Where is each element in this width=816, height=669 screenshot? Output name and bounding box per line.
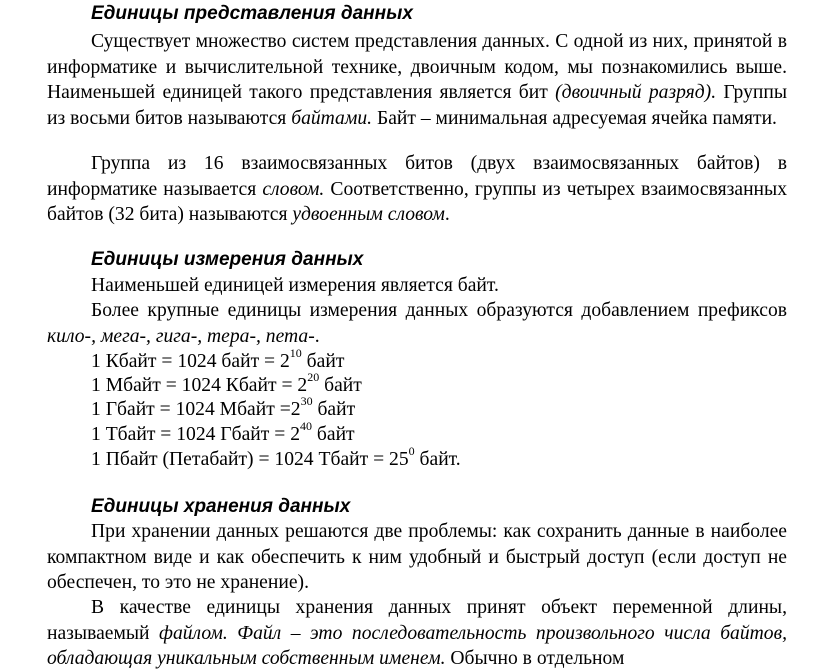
emphasis-prefix-list: кило-, мега-, гига-, тера-, пета- xyxy=(47,325,315,347)
unit-line-gigabyte xyxy=(91,394,356,422)
paragraph-file-definition xyxy=(47,595,787,669)
paragraph-word-definition xyxy=(47,151,787,228)
section-heading-storage-units: Единицы хранения данных xyxy=(91,496,351,517)
unit-suffix: байт xyxy=(312,424,355,445)
unit-equation: 1 Гбайт = 1024 Мбайт =2 xyxy=(91,399,301,420)
section-heading-data-representation: Единицы представления данных xyxy=(91,3,413,24)
unit-line-megabyte xyxy=(91,370,362,398)
unit-equation: 1 Мбайт = 1024 Кбайт = 2 xyxy=(91,375,308,396)
unit-line-terabyte xyxy=(91,419,355,447)
paragraph-text: . xyxy=(444,204,450,225)
paragraph-text: Существует множество систем представления данных. С одной из них, принятой в информатике и вычислительной технике, двоичным кодом, мы познакомились выше. Наименьшей единицей такого представления является бит xyxy=(47,31,787,103)
section-heading-measurement-units: Единицы измерения данных xyxy=(91,249,364,270)
paragraph-text: Группы из восьми битов называются xyxy=(47,82,787,129)
paragraph-prefixes xyxy=(47,298,787,349)
emphasis-bytes: байтами. xyxy=(291,107,373,129)
emphasis-binary-digit: (двоичный разряд). xyxy=(555,82,717,103)
unit-exponent: 20 xyxy=(307,370,320,385)
unit-exponent: 40 xyxy=(300,419,312,434)
paragraph-text: В качестве единицы хранения данных принят объект переменной длины, называемый xyxy=(47,597,787,644)
unit-line-petabyte xyxy=(91,444,461,472)
paragraph-representation-systems xyxy=(47,29,787,131)
unit-equation: 1 Тбайт = 1024 Гбайт = 2 xyxy=(91,424,300,445)
unit-equation: 1 Пбайт (Петабайт) = 1024 Тбайт = 25 xyxy=(91,449,409,470)
paragraph-text: Соответственно, группы из четырех взаимосвязанных байтов (32 бита) называются xyxy=(47,178,787,225)
paragraph-text: Обычно в отдельном xyxy=(445,648,625,669)
emphasis-word: словом. xyxy=(262,178,325,200)
unit-equation: 1 Кбайт = 1024 байт = 2 xyxy=(91,351,290,372)
emphasis-double-word: удвоенным словом xyxy=(292,204,445,225)
paragraph-storage-problems: При хранении данных решаются две проблемы: как сохранить данные в наиболее компактном виде и как обеспечить к ним удобный и быстрый доступ (если доступ не обеспечен, то это не хранение). xyxy=(47,521,787,593)
unit-exponent: 0 xyxy=(408,444,415,459)
unit-suffix: байт. xyxy=(414,449,461,470)
unit-suffix: байт xyxy=(312,399,356,420)
unit-exponent: 10 xyxy=(289,346,302,361)
paragraph-text: Группа из 16 взаимосвязанных битов (двух взаимосвязанных байтов) в информатике называется xyxy=(47,153,787,200)
paragraph-smallest-unit: Наименьшей единицей измерения является байт. xyxy=(91,275,499,296)
unit-suffix: байт xyxy=(301,351,345,372)
paragraph-text: . xyxy=(314,325,320,347)
paragraph-text: Более крупные единицы измерения данных образуются добавлением префиксов xyxy=(91,300,787,321)
unit-exponent: 30 xyxy=(300,394,313,409)
paragraph-text: Байт – минимальная адресуемая ячейка памяти. xyxy=(372,107,777,129)
emphasis-file-definition: файлом. Файл – это последовательность произвольного числа байтов, обладающая уникальным собственным именем. xyxy=(47,622,787,669)
unit-suffix: байт xyxy=(319,375,362,396)
